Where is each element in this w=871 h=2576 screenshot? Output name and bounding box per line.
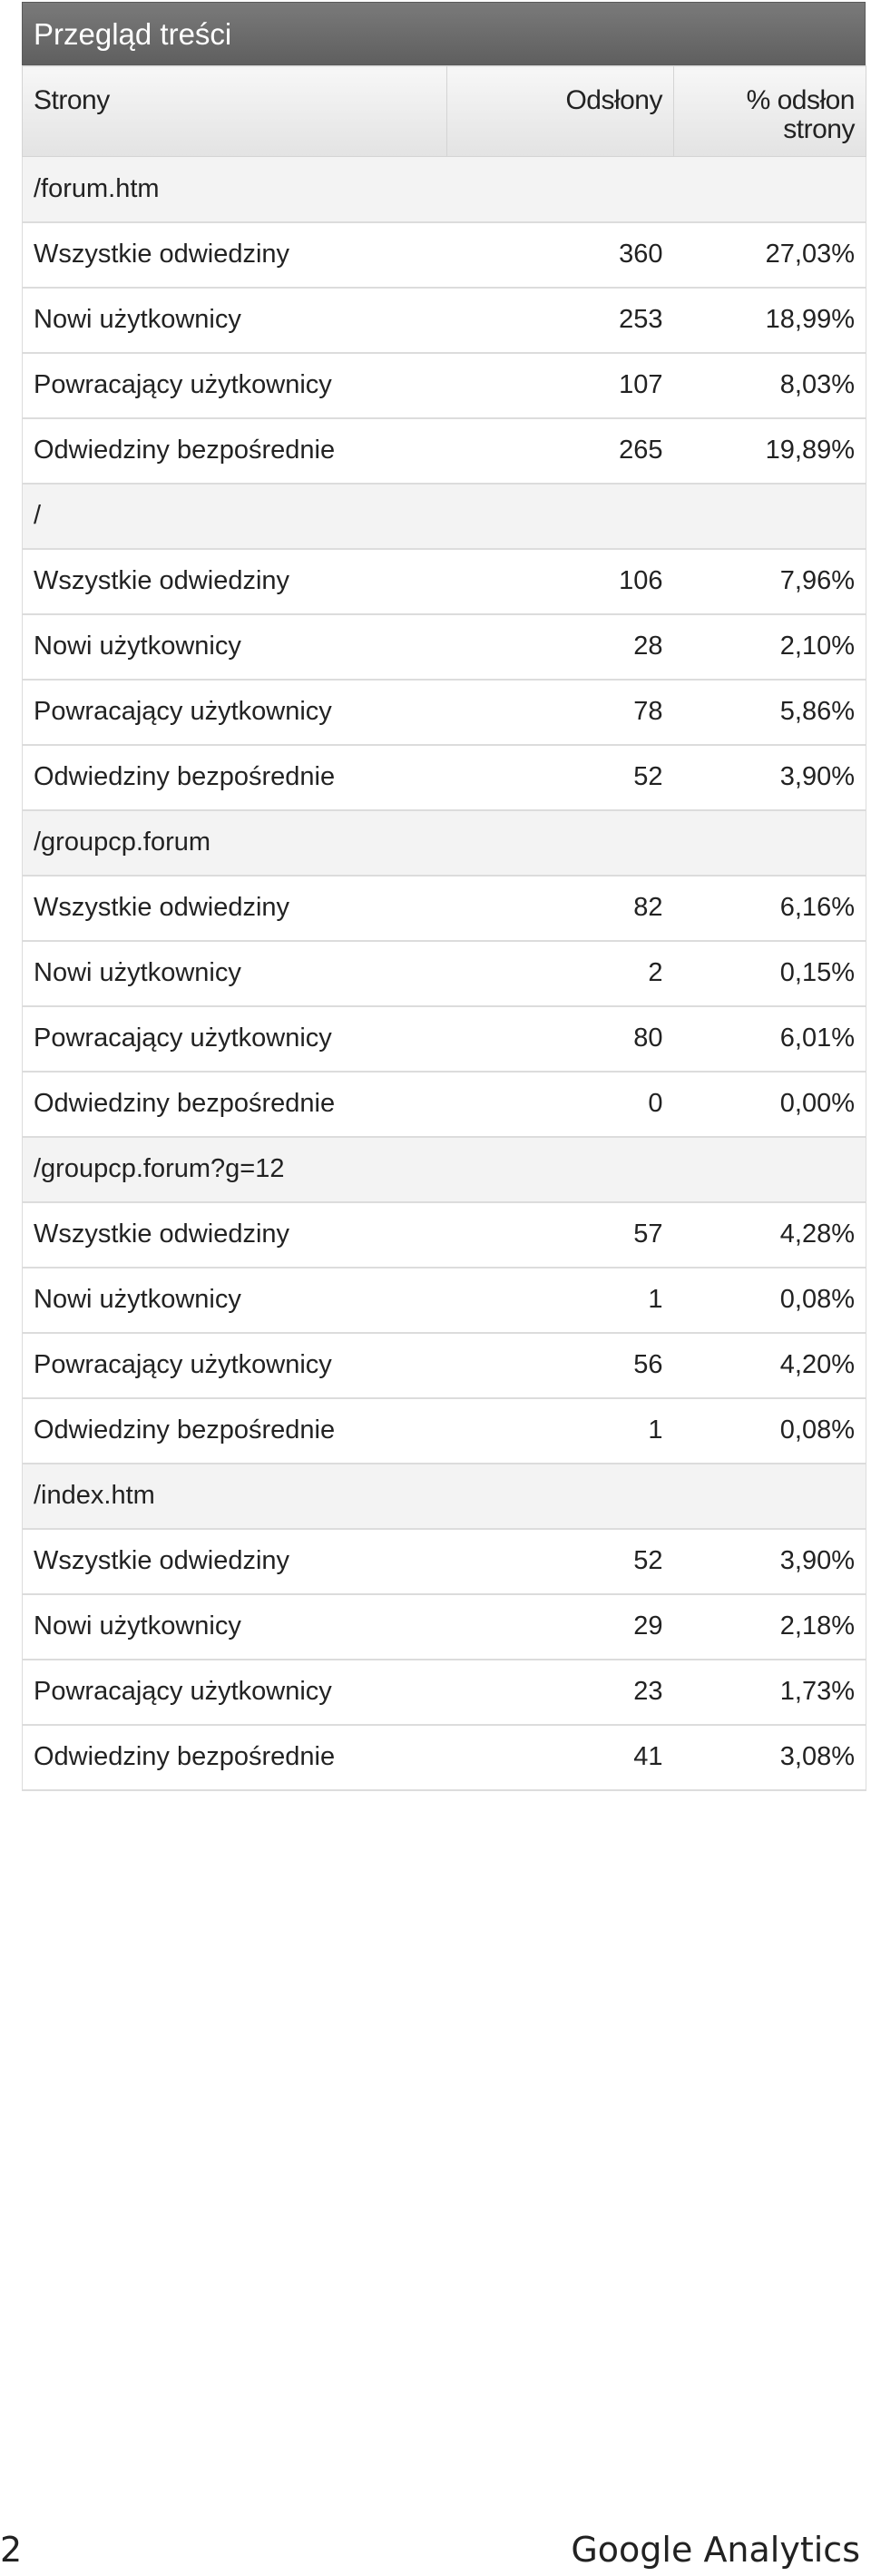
percent-value: 4,28% — [674, 1202, 866, 1268]
segment-label: Odwiedziny bezpośrednie — [23, 745, 447, 810]
page-row — [23, 1464, 866, 1529]
pageviews-value: 107 — [447, 353, 674, 418]
pageviews-value: 106 — [447, 549, 674, 614]
page-row — [23, 157, 866, 222]
page-path: / — [23, 484, 866, 549]
page-number: 2 — [0, 2530, 23, 2570]
percent-value: 3,90% — [674, 1529, 866, 1594]
pageviews-value: 1 — [447, 1268, 674, 1333]
segment-label: Odwiedziny bezpośrednie — [23, 1398, 447, 1464]
pageviews-value: 29 — [447, 1594, 674, 1660]
pageviews-value: 78 — [447, 680, 674, 745]
table-row — [23, 353, 866, 418]
table-row — [23, 680, 866, 745]
percent-value: 1,73% — [674, 1660, 866, 1725]
percent-value: 0,15% — [674, 941, 866, 1006]
table-body — [23, 157, 866, 1790]
segment-label: Nowi użytkownicy — [23, 1594, 447, 1660]
table-row — [23, 1594, 866, 1660]
segment-label: Powracający użytkownicy — [23, 1333, 447, 1398]
table-row — [23, 745, 866, 810]
segment-label: Powracający użytkownicy — [23, 1006, 447, 1072]
segment-label: Odwiedziny bezpośrednie — [23, 418, 447, 484]
segment-label: Nowi użytkownicy — [23, 288, 447, 353]
panel-title: Przegląd treści — [22, 2, 866, 65]
percent-value: 5,86% — [674, 680, 866, 745]
segment-label: Odwiedziny bezpośrednie — [23, 1072, 447, 1137]
segment-label: Nowi użytkownicy — [23, 1268, 447, 1333]
table-row — [23, 222, 866, 288]
segment-label: Powracający użytkownicy — [23, 1660, 447, 1725]
pageviews-value: 2 — [447, 941, 674, 1006]
pageviews-value: 82 — [447, 876, 674, 941]
footer-brand: Google Analytics — [571, 2530, 860, 2570]
column-header-pageviews: Odsłony — [447, 66, 674, 157]
table-row — [23, 1202, 866, 1268]
percent-value: 0,08% — [674, 1398, 866, 1464]
column-header-percent-line2: strony — [783, 114, 855, 144]
pageviews-value: 57 — [447, 1202, 674, 1268]
pageviews-value: 265 — [447, 418, 674, 484]
segment-label: Wszystkie odwiedziny — [23, 1202, 447, 1268]
page-path: /forum.htm — [23, 157, 866, 222]
pageviews-value: 41 — [447, 1725, 674, 1790]
table-row — [23, 1072, 866, 1137]
table-row — [23, 941, 866, 1006]
pageviews-value: 28 — [447, 614, 674, 680]
column-header-pages: Strony — [23, 66, 447, 157]
percent-value: 0,08% — [674, 1268, 866, 1333]
pageviews-value: 52 — [447, 745, 674, 810]
percent-value: 2,10% — [674, 614, 866, 680]
segment-label: Wszystkie odwiedziny — [23, 222, 447, 288]
percent-value: 2,18% — [674, 1594, 866, 1660]
column-header-percent — [674, 66, 866, 157]
percent-value: 6,16% — [674, 876, 866, 941]
table-row — [23, 418, 866, 484]
table-row — [23, 876, 866, 941]
page-path: /groupcp.forum?g=12 — [23, 1137, 866, 1202]
segment-label: Nowi użytkownicy — [23, 941, 447, 1006]
content-overview-report — [22, 2, 866, 1791]
pageviews-value: 23 — [447, 1660, 674, 1725]
percent-value: 8,03% — [674, 353, 866, 418]
percent-value: 7,96% — [674, 549, 866, 614]
segment-label: Powracający użytkownicy — [23, 680, 447, 745]
percent-value: 27,03% — [674, 222, 866, 288]
pageviews-value: 56 — [447, 1333, 674, 1398]
table-row — [23, 1529, 866, 1594]
column-header-percent-line1: % odsłon — [746, 85, 855, 115]
pageviews-value: 253 — [447, 288, 674, 353]
percent-value: 0,00% — [674, 1072, 866, 1137]
pageviews-value: 360 — [447, 222, 674, 288]
page-row — [23, 1137, 866, 1202]
segment-label: Wszystkie odwiedziny — [23, 549, 447, 614]
segment-label: Wszystkie odwiedziny — [23, 1529, 447, 1594]
percent-value: 18,99% — [674, 288, 866, 353]
segment-label: Nowi użytkownicy — [23, 614, 447, 680]
segment-label: Wszystkie odwiedziny — [23, 876, 447, 941]
table-row — [23, 549, 866, 614]
table-row — [23, 1333, 866, 1398]
pageviews-value: 52 — [447, 1529, 674, 1594]
page-row — [23, 810, 866, 876]
page-path: /index.htm — [23, 1464, 866, 1529]
page-row — [23, 484, 866, 549]
percent-value: 3,90% — [674, 745, 866, 810]
percent-value: 4,20% — [674, 1333, 866, 1398]
table-row — [23, 1398, 866, 1464]
table-header-row — [23, 66, 866, 157]
pageviews-value: 1 — [447, 1398, 674, 1464]
percent-value: 3,08% — [674, 1725, 866, 1790]
table-row — [23, 1268, 866, 1333]
segment-label: Powracający użytkownicy — [23, 353, 447, 418]
table-row — [23, 1725, 866, 1790]
percent-value: 6,01% — [674, 1006, 866, 1072]
table-row — [23, 614, 866, 680]
page-path: /groupcp.forum — [23, 810, 866, 876]
content-table — [22, 65, 866, 1791]
pageviews-value: 0 — [447, 1072, 674, 1137]
pageviews-value: 80 — [447, 1006, 674, 1072]
table-row — [23, 288, 866, 353]
percent-value: 19,89% — [674, 418, 866, 484]
table-row — [23, 1660, 866, 1725]
segment-label: Odwiedziny bezpośrednie — [23, 1725, 447, 1790]
table-row — [23, 1006, 866, 1072]
